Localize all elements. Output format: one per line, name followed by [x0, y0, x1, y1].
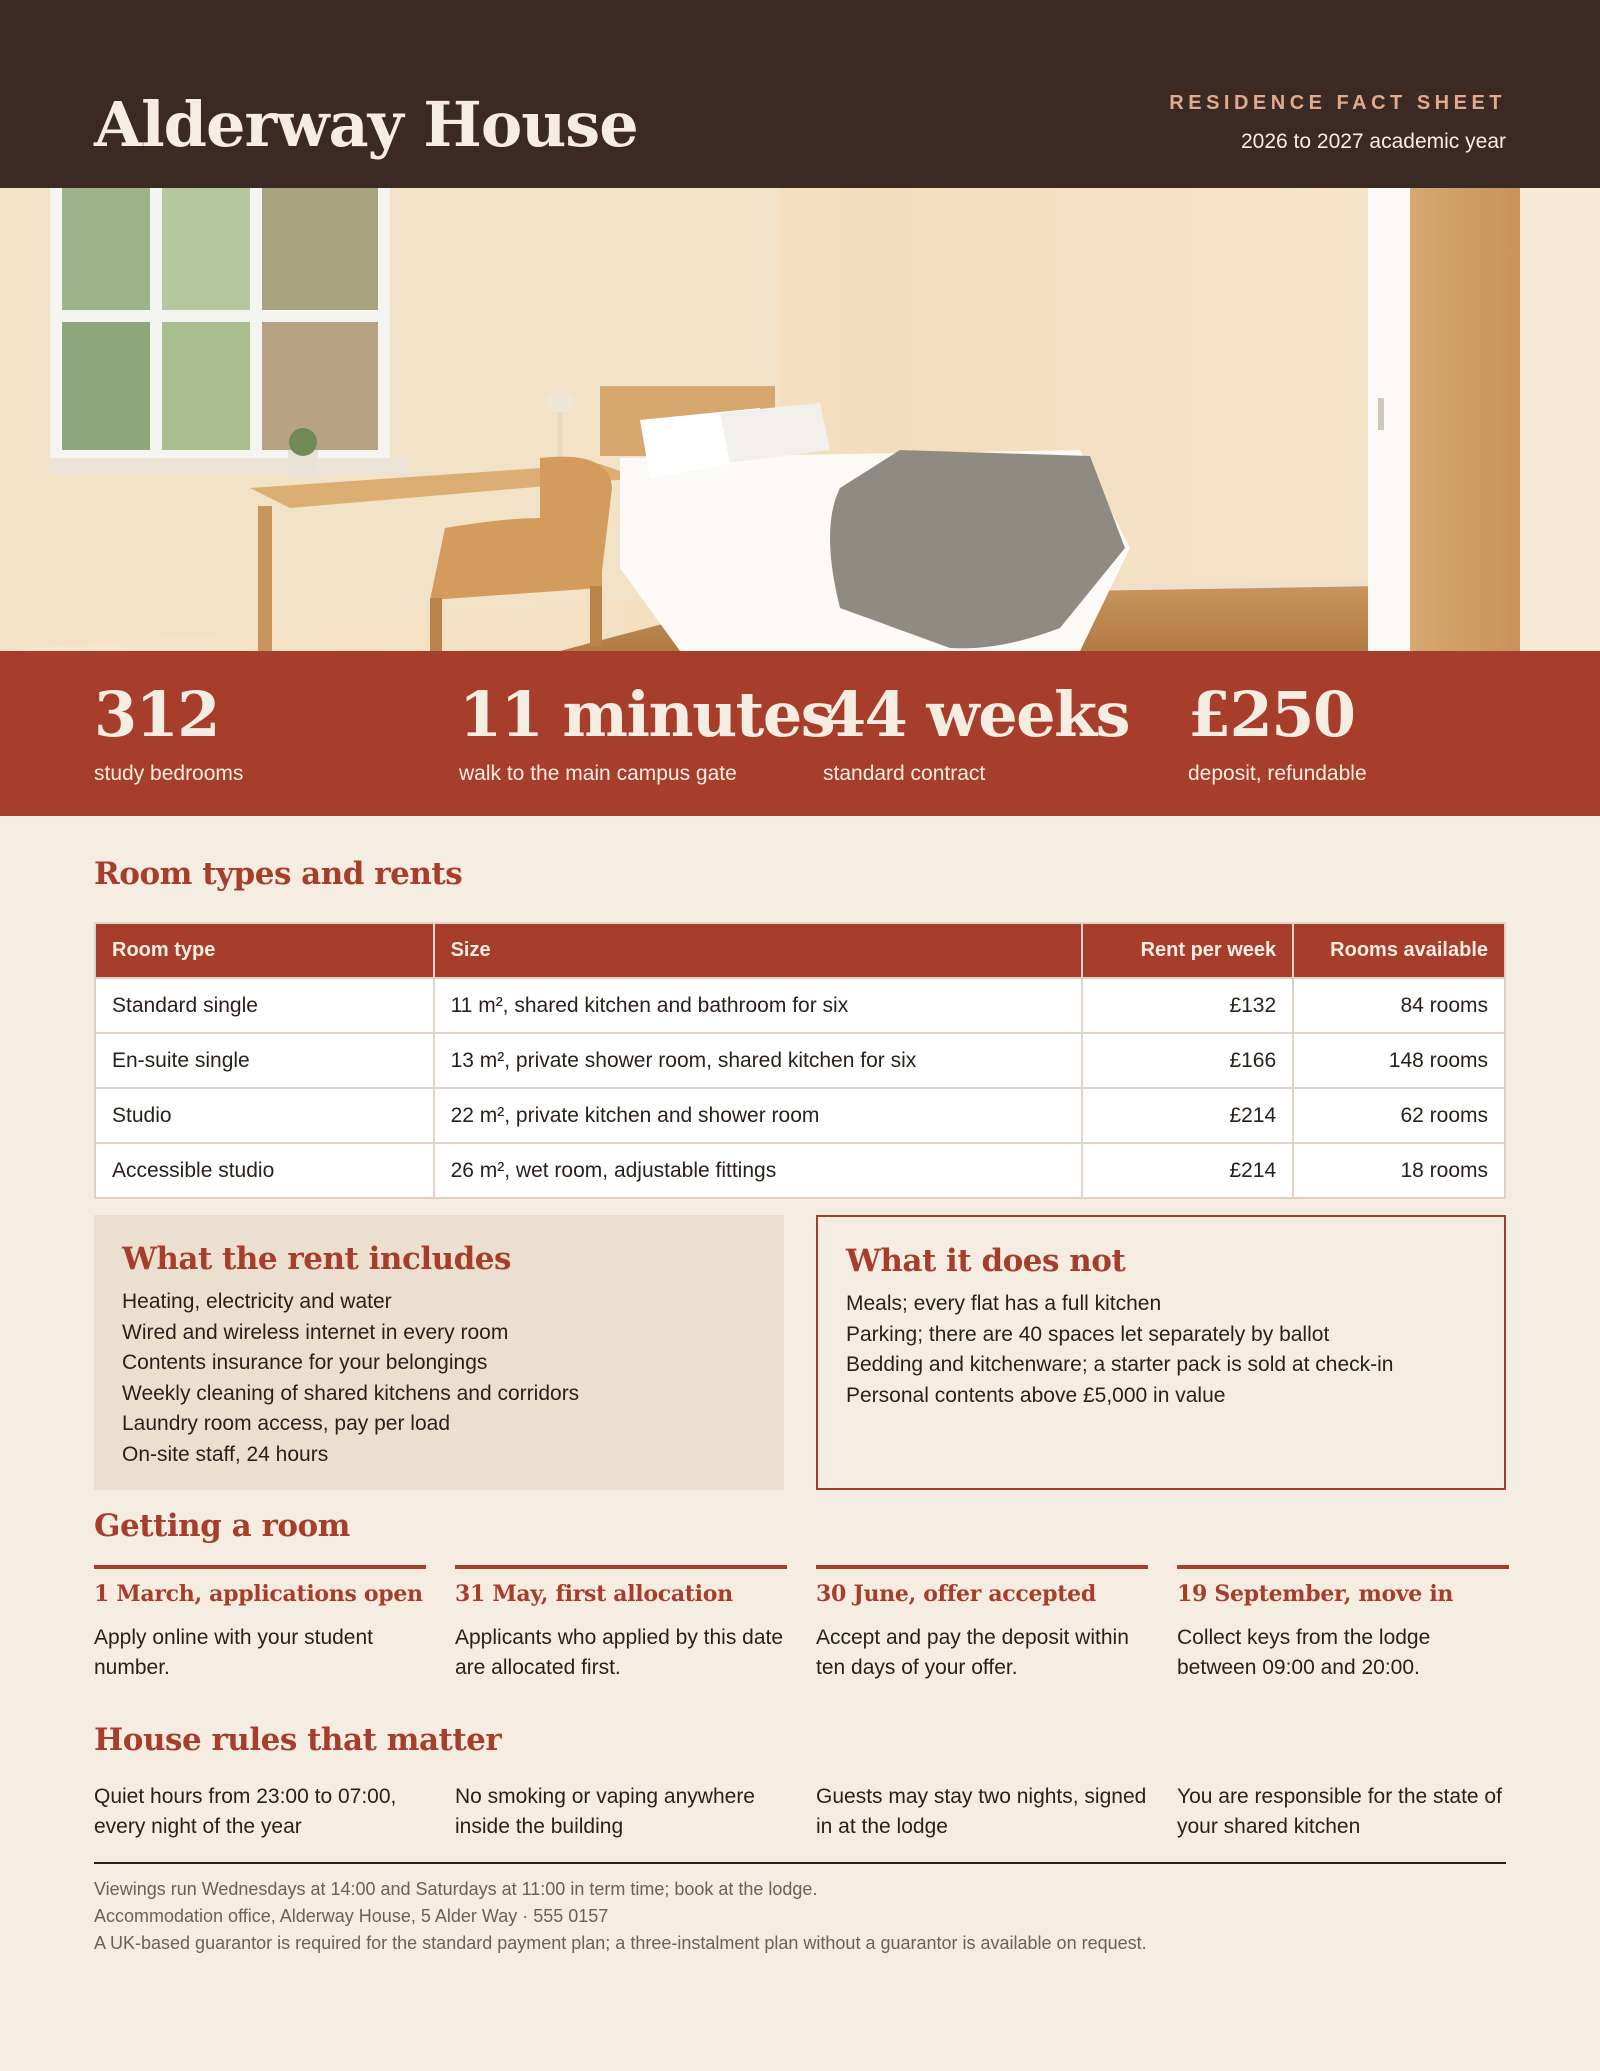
- room-type-cell: Accessible studio: [95, 1143, 434, 1198]
- list-item: On-site staff, 24 hours: [122, 1442, 329, 1466]
- availability-cell: 62 rooms: [1293, 1088, 1505, 1143]
- room-type-cell: Studio: [95, 1088, 434, 1143]
- house-rule: No smoking or vaping anywhere inside the building: [455, 1785, 755, 1838]
- room-type-cell: Standard single: [95, 978, 434, 1033]
- stat-label: walk to the main campus gate: [459, 762, 737, 785]
- stat-deposit: [1188, 677, 1367, 786]
- step-title: 31 May, first allocation: [455, 1581, 733, 1607]
- size-cell: 11 m², shared kitchen and bathroom for six: [434, 978, 1083, 1033]
- list-item: Bedding and kitchenware; a starter pack is sold at check-in: [846, 1353, 1394, 1376]
- room-types-heading: Room types and rents: [94, 856, 463, 892]
- table-row: [95, 1088, 1505, 1143]
- step-description: Collect keys from the lodge between 09:00 and 20:00.: [1177, 1626, 1431, 1679]
- rent-excludes-panel: [816, 1215, 1506, 1490]
- rent-excludes-list: [846, 1289, 1476, 1411]
- getting-a-room-heading: Getting a room: [94, 1508, 350, 1544]
- document-type-label: RESIDENCE FACT SHEET: [1169, 92, 1506, 114]
- room-type-cell: En-suite single: [95, 1033, 434, 1088]
- rent-cell: £166: [1082, 1033, 1293, 1088]
- house-rule: Guests may stay two nights, signed in at the lodge: [816, 1785, 1147, 1838]
- page-header: [0, 0, 1600, 188]
- step-description: Accept and pay the deposit within ten days of your offer.: [816, 1626, 1129, 1679]
- list-item: Parking; there are 40 spaces let separately by ballot: [846, 1322, 1330, 1346]
- rent-cell: £132: [1082, 978, 1293, 1033]
- bedroom-photo: [0, 188, 1600, 651]
- stat-contract-length: [823, 677, 1129, 786]
- guarantor-note: A UK-based guarantor is required for the standard payment plan; a three-instalment plan without a guarantor is available on request.: [94, 1933, 1147, 1953]
- list-item: Wired and wireless internet in every room: [122, 1320, 509, 1344]
- list-item: Contents insurance for your belongings: [122, 1351, 488, 1374]
- size-cell: 22 m², private kitchen and shower room: [434, 1088, 1083, 1143]
- availability-cell: 18 rooms: [1293, 1143, 1505, 1198]
- step-description: Applicants who applied by this date are allocated first.: [455, 1626, 784, 1679]
- house-rule: You are responsible for the state of your shared kitchen: [1177, 1785, 1502, 1838]
- size-cell: 26 m², wet room, adjustable fittings: [434, 1143, 1083, 1198]
- stat-value: 11 minutes: [459, 678, 835, 751]
- list-item: Heating, electricity and water: [122, 1290, 392, 1313]
- stat-label: standard contract: [823, 762, 986, 785]
- availability-cell: 84 rooms: [1293, 978, 1505, 1033]
- timeline-step: [94, 1565, 426, 1683]
- rent-includes-panel: [94, 1215, 784, 1490]
- step-title: 19 September, move in: [1177, 1581, 1454, 1607]
- column-header-room-type: Room type: [95, 923, 434, 978]
- column-header-rent: Rent per week: [1082, 923, 1293, 978]
- rent-includes-list: [122, 1287, 756, 1470]
- rent-excludes-heading: What it does not: [846, 1243, 1126, 1279]
- step-title: 30 June, offer accepted: [816, 1581, 1096, 1607]
- stat-walk-time: [459, 677, 834, 786]
- step-description: Apply online with your student number.: [94, 1626, 373, 1679]
- table-row: [95, 1033, 1505, 1088]
- table-row: [95, 978, 1505, 1033]
- list-item: Weekly cleaning of shared kitchens and corridors: [122, 1381, 580, 1405]
- rent-cell: £214: [1082, 1143, 1293, 1198]
- viewings-note: Viewings run Wednesdays at 14:00 and Saturdays at 11:00 in term time; book at the lodge.: [94, 1879, 818, 1899]
- room-types-table: [94, 922, 1506, 1199]
- academic-year: 2026 to 2027 academic year: [1240, 130, 1506, 153]
- house-rule: Quiet hours from 23:00 to 07:00, every night of the year: [94, 1785, 397, 1838]
- column-header-size: Size: [434, 923, 1083, 978]
- table-row: [95, 1143, 1505, 1198]
- contact-address: Accommodation office, Alderway House, 5 Alder Way · 555 0157: [94, 1906, 609, 1926]
- stat-value: 312: [94, 678, 219, 751]
- column-header-availability: Rooms available: [1293, 923, 1505, 978]
- size-cell: 13 m², private shower room, shared kitchen for six: [434, 1033, 1083, 1088]
- table-header-row: [95, 923, 1505, 978]
- rent-cell: £214: [1082, 1088, 1293, 1143]
- timeline-step: [455, 1565, 787, 1683]
- step-title: 1 March, applications open: [94, 1581, 423, 1607]
- stat-label: study bedrooms: [94, 762, 244, 785]
- timeline-step: [816, 1565, 1148, 1683]
- stat-value: 44 weeks: [823, 678, 1129, 751]
- list-item: Personal contents above £5,000 in value: [846, 1383, 1226, 1407]
- stat-label: deposit, refundable: [1188, 762, 1367, 785]
- stat-value: £250: [1188, 678, 1355, 751]
- availability-cell: 148 rooms: [1293, 1033, 1505, 1088]
- stat-bedrooms: [94, 677, 243, 786]
- house-rules-heading: House rules that matter: [94, 1722, 502, 1758]
- rent-includes-heading: What the rent includes: [122, 1241, 511, 1277]
- timeline-step: [1177, 1565, 1509, 1683]
- list-item: Meals; every flat has a full kitchen: [846, 1292, 1162, 1315]
- footer-notes: [94, 1862, 1506, 1957]
- page-title: Alderway House: [94, 88, 638, 161]
- list-item: Laundry room access, pay per load: [122, 1412, 451, 1435]
- key-facts-band: [0, 651, 1600, 816]
